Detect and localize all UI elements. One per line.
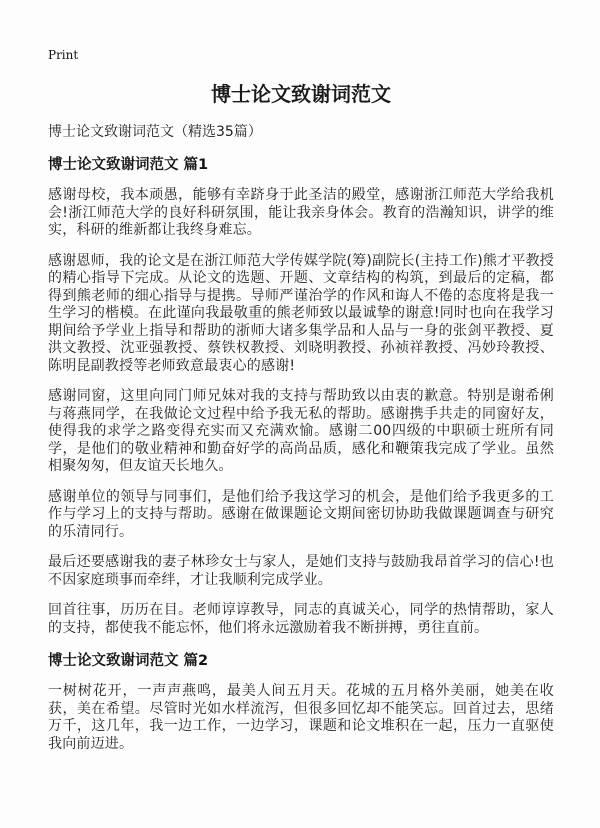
paragraph: 感谢单位的领导与同事们，是他们给予我这学习的机会，是他们给予我更多的工作与学习上的支持与帮助。感谢在做课题论文期间密切协助我做课题调查与研究的乐清同行。 <box>48 488 554 540</box>
paragraph: 一树树花开，一声声燕鸣，最美人间五月天。花城的五月格外美丽，她美在收获，美在希望。尽管时光如水样流泻，但很多回忆却不能笑忘。回首过去，思绪万千，这几年，我一边工作，一边学习，课题和论文堆积在一起，压力一直驱使我向前迈进。 <box>48 683 554 752</box>
print-button[interactable]: Print <box>48 48 79 62</box>
doc-subtitle: 博士论文致谢词范文（精选35篇） <box>48 124 262 140</box>
paragraph: 回首往事，历历在目。老师谆谆教导，同志的真诚关心，同学的热情帮助，家人的支持，都使我不能忘怀，他们将永远激励着我不断拼搏，勇往直前。 <box>48 602 554 636</box>
page-title: 博士论文致谢词范文 <box>211 82 391 106</box>
section-1-heading: 博士论文致谢词范文 篇1 <box>48 157 209 173</box>
paragraph: 感谢母校，我本顽愚，能够有幸跻身于此圣洁的殿堂，感谢浙江师范大学给我机会!浙江师范大学的良好科研氛围，能让我亲身体会。教育的浩瀚知识，讲学的维实，科研的维新都让我终身难忘。 <box>48 187 554 238</box>
paragraph: 感谢同窗，这里向同门师兄妹对我的支持与帮助致以由衷的歉意。特别是谢希俐与蒋燕同学，在我做论文过程中给予我无私的帮助。感谢携手共走的同窗好友，使得我的求学之路变得充实而又充满欢愉。感谢二00四级的中职硕士班所有同学，是他们的敬业精神和勤奋好学的高尚品质，感化和鞭策我完成了学业。虽然相聚匆匆，但友谊天长地久。 <box>48 388 554 474</box>
paragraph: 最后还要感谢我的妻子林珍女士与家人，是她们支持与鼓励我昂首学习的信心!也不因家庭琐事而牵绊，才让我顺利完成学业。 <box>48 554 554 588</box>
paragraph: 感谢恩师，我的论文是在浙江师范大学传媒学院(筹)副院长(主持工作)熊才平教授的精心指导下完成。从论文的选题、开题、文章结构的构筑，到最后的定稿，都得到熊老师的细心指导与提携。导师严谨治学的作风和诲人不倦的态度将是我一生学习的楷模。在此谨向我最敬重的熊老师致以最诚挚的谢意!同时也向在我学习期间给予学业上指导和帮助的浙师大诸多集学品和人品与一身的张剑平教授、夏洪文教授、沈亚强教授、蔡铁权教授、刘晓明教授、孙祯祥教授、冯妙玲教授、陈明昆副教授等老师致意最衷心的感谢! <box>48 252 554 374</box>
section-2-heading: 博士论文致谢词范文 篇2 <box>48 653 209 669</box>
